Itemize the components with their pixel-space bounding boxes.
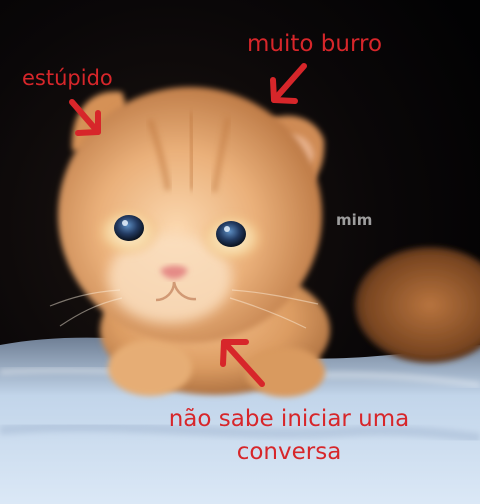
kitten-eye-right [216, 221, 246, 247]
arrow-to-left-ear [62, 94, 108, 142]
arrow-to-right-ear [264, 60, 314, 110]
label-very-dumb: muito burro [247, 31, 383, 57]
kitten-eye-left [114, 215, 144, 241]
label-me: mim [336, 211, 373, 229]
label-line-1: não sabe iniciar uma [168, 406, 410, 432]
arrow-to-mouth [212, 332, 272, 392]
label-stupid: estúpido [22, 66, 113, 90]
label-cant-start-conversation [150, 403, 428, 470]
label-line-2: conversa [236, 439, 342, 466]
kitten-front-paw-left [108, 340, 192, 396]
